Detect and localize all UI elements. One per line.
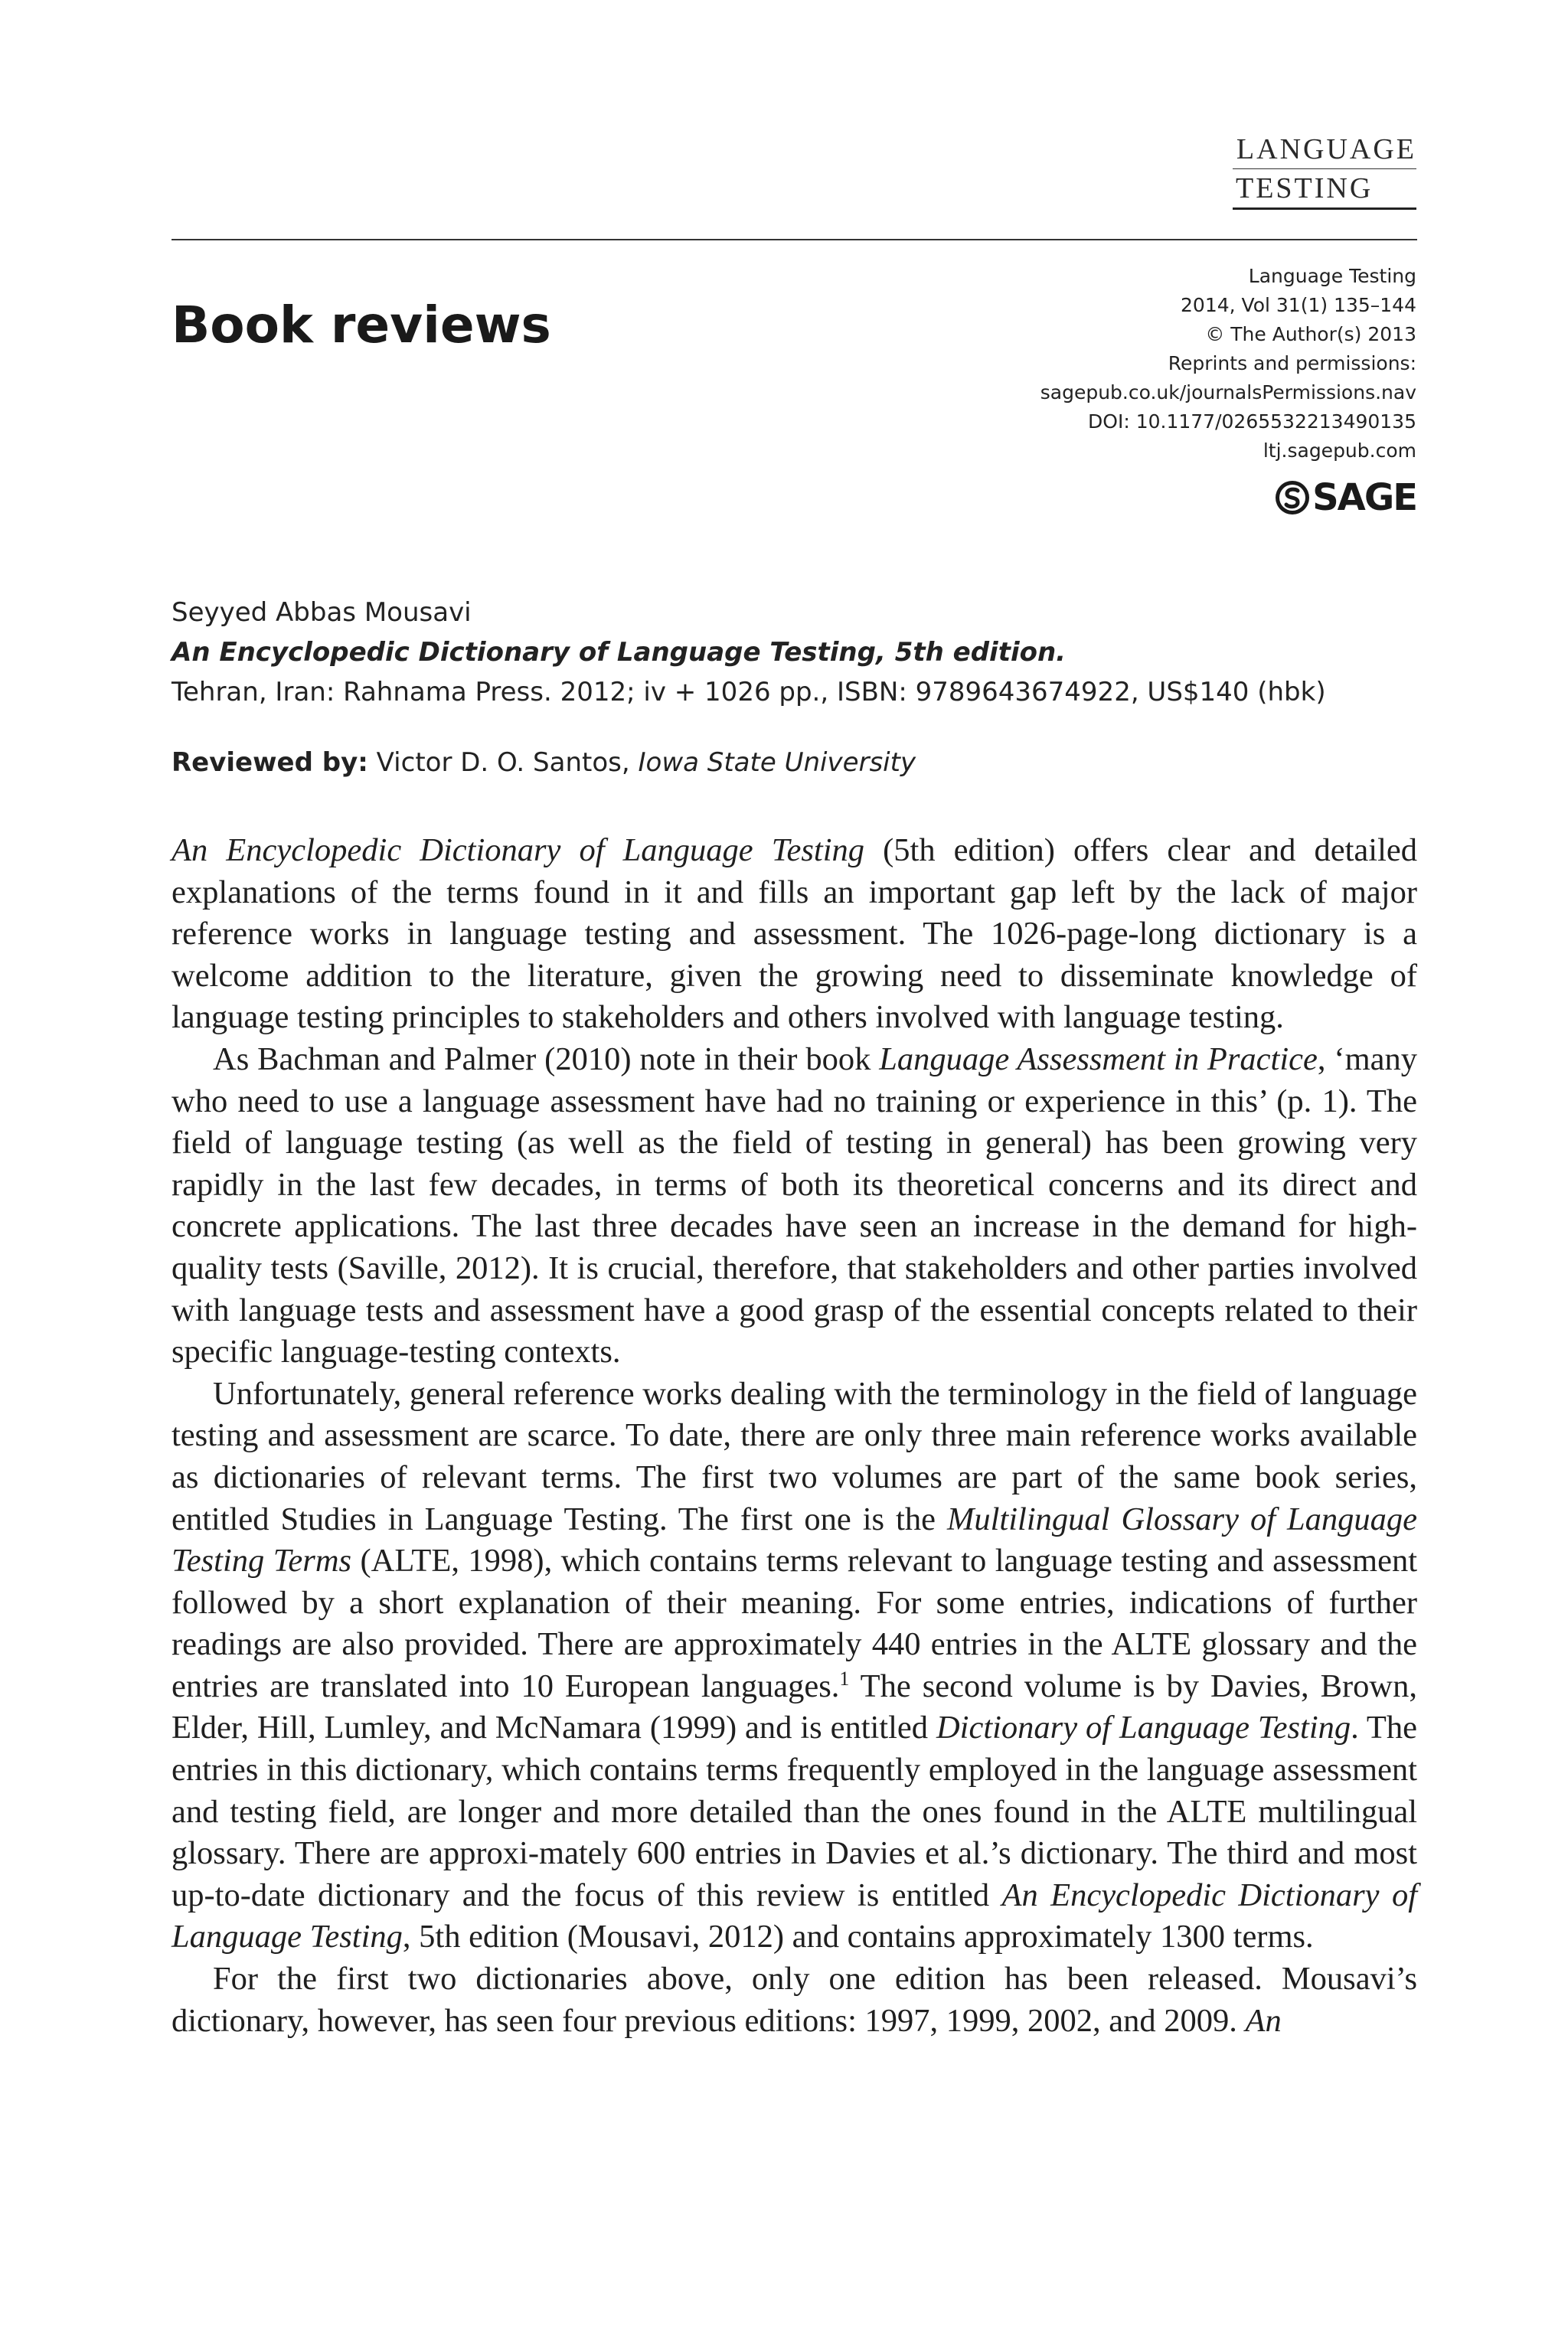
book-title-ref: Multilingual Glossary of Language Testing Terms [172, 1501, 1417, 1579]
journal-logo-divider [1233, 168, 1416, 169]
meta-copyright: © The Author(s) 2013 [1205, 323, 1416, 345]
journal-logo [1233, 132, 1416, 210]
book-title-ref: An [1245, 2002, 1282, 2039]
paragraph-text: (ALTE, 1998), which contains terms relevant to language testing and assessment followed by a short explanation of their meaning. For some entries, indications of further readings are also provided. There are approximately 440 entries in the ALTE glossary and the entries are translated into 10 European languages. [172, 1543, 1418, 1704]
body-paragraph [172, 1958, 1417, 2042]
journal-logo-line1: LANGUAGE [1236, 133, 1416, 165]
body-paragraph [172, 1374, 1417, 1958]
book-title-ref: Language Assessment in Practice [879, 1040, 1318, 1077]
header-rule [172, 239, 1417, 240]
book-author: Seyyed Abbas Mousavi [172, 597, 472, 628]
reviewer-name: Victor D. O. Santos, [376, 747, 630, 778]
paragraph-text: . The entries in this dictionary, which contains terms frequently employed in the language assessment and testing field, are longer and more detailed than the ones found in the ALTE multilingual glossary. There are approxi-mately 600 entries in Davies et al.’s dictionary. The third and most up-to-date dictionary and the focus of this review is entitled [172, 1710, 1417, 1913]
book-publication: Tehran, Iran: Rahnama Press. 2012; iv + 1026 pp., ISBN: 9789643674922, US$140 (hbk) [172, 677, 1326, 707]
meta-permissions-url: sagepub.co.uk/journalsPermissions.nav [1040, 381, 1416, 403]
review-body [172, 830, 1417, 2042]
paragraph-text: , ‘many who need to use a language assessment have had no training or experience in this’ (p. 1). The field of language testing (as well as the field of testing in general) has been growing very rapidly in the last few decades, in terms of both its theoretical concerns and its direct and concrete applications. The last three decades have seen an increase in the demand for high-quality tests (Saville, 2012). It is crucial, therefore, that stakeholders and other parties involved with language tests and assessment have a good grasp of the essential concepts related to their specific language-testing contexts. [172, 1040, 1418, 1370]
body-paragraph [172, 830, 1417, 1039]
book-title: An Encyclopedic Dictionary of Language Testing, 5th edition. [172, 637, 1067, 668]
footnote-marker[interactable]: 1 [839, 1667, 850, 1690]
reviewer-label: Reviewed by: [172, 747, 368, 778]
journal-logo-underline [1233, 207, 1416, 210]
meta-volume: 2014, Vol 31(1) 135–144 [1181, 294, 1416, 316]
paragraph-text: , 5th edition (Mousavi, 2012) and contains approximately 1300 terms. [402, 1919, 1314, 1955]
paragraph-text: Unfortunately, general reference works dealing with the terminology in the field of language testing and assessment are scarce. To date, there are only three main reference works available as dictionaries of relevant terms. The first two volumes are part of the same book series, entitled Studies in Language Testing. The first one is the [172, 1375, 1417, 1537]
reviewer-line [172, 747, 916, 778]
book-citation [172, 593, 1326, 712]
book-title-ref: Dictionary of Language Testing [936, 1710, 1351, 1746]
sage-logo-icon [1274, 479, 1311, 516]
reviewer-affiliation: Iowa State University [638, 747, 916, 778]
book-title-ref: An Encyclopedic Dictionary of Language Testing [172, 832, 865, 868]
journal-logo-line2: TESTING [1236, 172, 1374, 204]
paragraph-text: For the first two dictionaries above, only one edition has been released. Mousavi’s dictionary, however, has seen four previous editions: 1997, 1999, 2002, and 2009. [172, 1961, 1417, 2039]
meta-reprints: Reprints and permissions: [1168, 352, 1416, 374]
paragraph-text: (5th edition) offers clear and detailed explanations of the terms found in it and fills an important gap left by the lack of major reference works in language testing and assessment. The 1026-page-long dictionary is a welcome addition to the literature, given the growing need to disseminate knowledge of language testing principles to stakeholders and others involved with language testing. [172, 832, 1417, 1036]
article-metadata [1040, 262, 1416, 466]
publisher-logo [1274, 476, 1416, 519]
paragraph-text: As Bachman and Palmer (2010) note in their book [213, 1040, 880, 1077]
book-title-ref: An Encyclopedic Dictionary of Language Testing [172, 1877, 1418, 1955]
meta-doi: DOI: 10.1177/0265532213490135 [1088, 410, 1416, 433]
meta-journal: Language Testing [1248, 265, 1416, 287]
section-title: Book reviews [172, 296, 551, 354]
paragraph-text: The second volume is by Davies, Brown, Elder, Hill, Lumley, and McNamara (1999) and is entitled [172, 1668, 1417, 1746]
sage-logo-text: SAGE [1312, 476, 1416, 519]
meta-site: ltj.sagepub.com [1263, 439, 1416, 462]
body-paragraph [172, 1039, 1417, 1374]
